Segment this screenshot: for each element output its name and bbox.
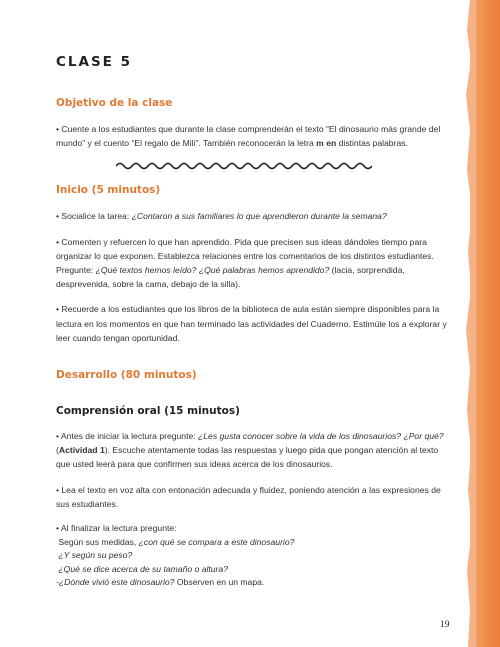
lesson-page [56, 54, 448, 590]
question-4 [56, 576, 448, 590]
post-reading-questions [56, 522, 448, 590]
question-2-text: ¿Y según su peso? [58, 550, 133, 561]
inicio-p2-examples: (lacia, sorprendida, desprevenida, sobre la cama, debajo de la silla). [56, 265, 405, 290]
inicio-p2-questions: ¿Qué textos hemos leído? ¿Qué palabras hemos aprendido? [95, 265, 330, 276]
inicio-paragraph-3: • Recuerde a los estudiantes que los libros de la biblioteca de aula están siempre disponibles para la lectura en los momentos en que han terminado las actividades del Cuaderno. Estimúle los a explorar y leer cuando tengan oportunidad. [56, 304, 447, 343]
desarrollo-heading: Desarrollo (80 minutos) [56, 369, 197, 382]
questions-intro: • Al finalizar la lectura pregunte: [56, 523, 177, 534]
question-4-text: Observen en un mapa. [174, 577, 265, 588]
objective-letter-m: m [316, 138, 324, 149]
objective-text-en: en [323, 138, 337, 149]
inicio-p1-question: ¿Contaron a sus familiares lo que aprendieron durante la semana? [131, 211, 387, 222]
torn-edge-decoration [464, 0, 476, 647]
inicio-p2-text: • Comenten y refuercen lo que han aprendido. Pida que precisen sus ideas dándoles tiempo para organizar lo que exponen. Establezca relaciones entre los comentarios de los distintos estudiantes. Pregunte: [56, 236, 434, 276]
question-3 [56, 563, 448, 577]
objective-paragraph [56, 122, 448, 150]
orange-page-edge [470, 0, 500, 647]
desarrollo-p1-rest: ). Escuche atentamente todas las respuestas y luego pida que pongan atención al texto que usted leerá para que confirmen sus ideas acerca de los dinosaurios. [56, 445, 439, 470]
objective-heading: Objetivo de la clase [56, 97, 173, 109]
comprension-oral-heading: Comprensión oral (15 minutos) [56, 405, 240, 418]
question-2 [56, 549, 448, 563]
inicio-paragraph-2 [56, 235, 448, 292]
question-3-text: ¿Qué se dice acerca de su tamaño o altura? [58, 563, 228, 574]
page-number: 19 [440, 620, 450, 630]
wavy-divider [116, 161, 372, 171]
inicio-p1-text: • Socialice la tarea: [56, 211, 132, 222]
question-4-italic: -¿Dónde vivió este dinosaurio? [56, 577, 175, 588]
desarrollo-p1-question: ¿Les gusta conocer sobre la vida de los dinosaurios? ¿Por qué? [198, 431, 444, 442]
question-1-italic: ¿con qué se compara a este dinosaurio? [138, 536, 295, 547]
objective-text-end: distintas palabras. [336, 138, 408, 149]
objective-text-start: • Cuente a los estudiantes que durante la clase comprenderán el texto “El dinosaurio más grande del mundo” y el cuento “El regalo de Mili”. También reconocerán la letra [56, 124, 441, 149]
desarrollo-paragraph-1 [56, 429, 448, 472]
actividad-1-label: Actividad 1 [58, 445, 105, 456]
inicio-paragraph-1 [56, 209, 448, 223]
desarrollo-p1-text: • Antes de iniciar la lectura pregunte: [56, 431, 199, 442]
inicio-heading: Inicio (5 minutos) [56, 184, 161, 197]
desarrollo-p1-paren: ( [56, 445, 59, 456]
question-1-text: Según sus medidas, [58, 536, 139, 547]
lesson-title: CLASE 5 [56, 54, 132, 70]
desarrollo-paragraph-2: • Lea el texto en voz alta con entonación adecuada y fluidez, poniendo atención a las expresiones de sus estudiantes. [56, 484, 441, 509]
question-1 [56, 536, 448, 550]
